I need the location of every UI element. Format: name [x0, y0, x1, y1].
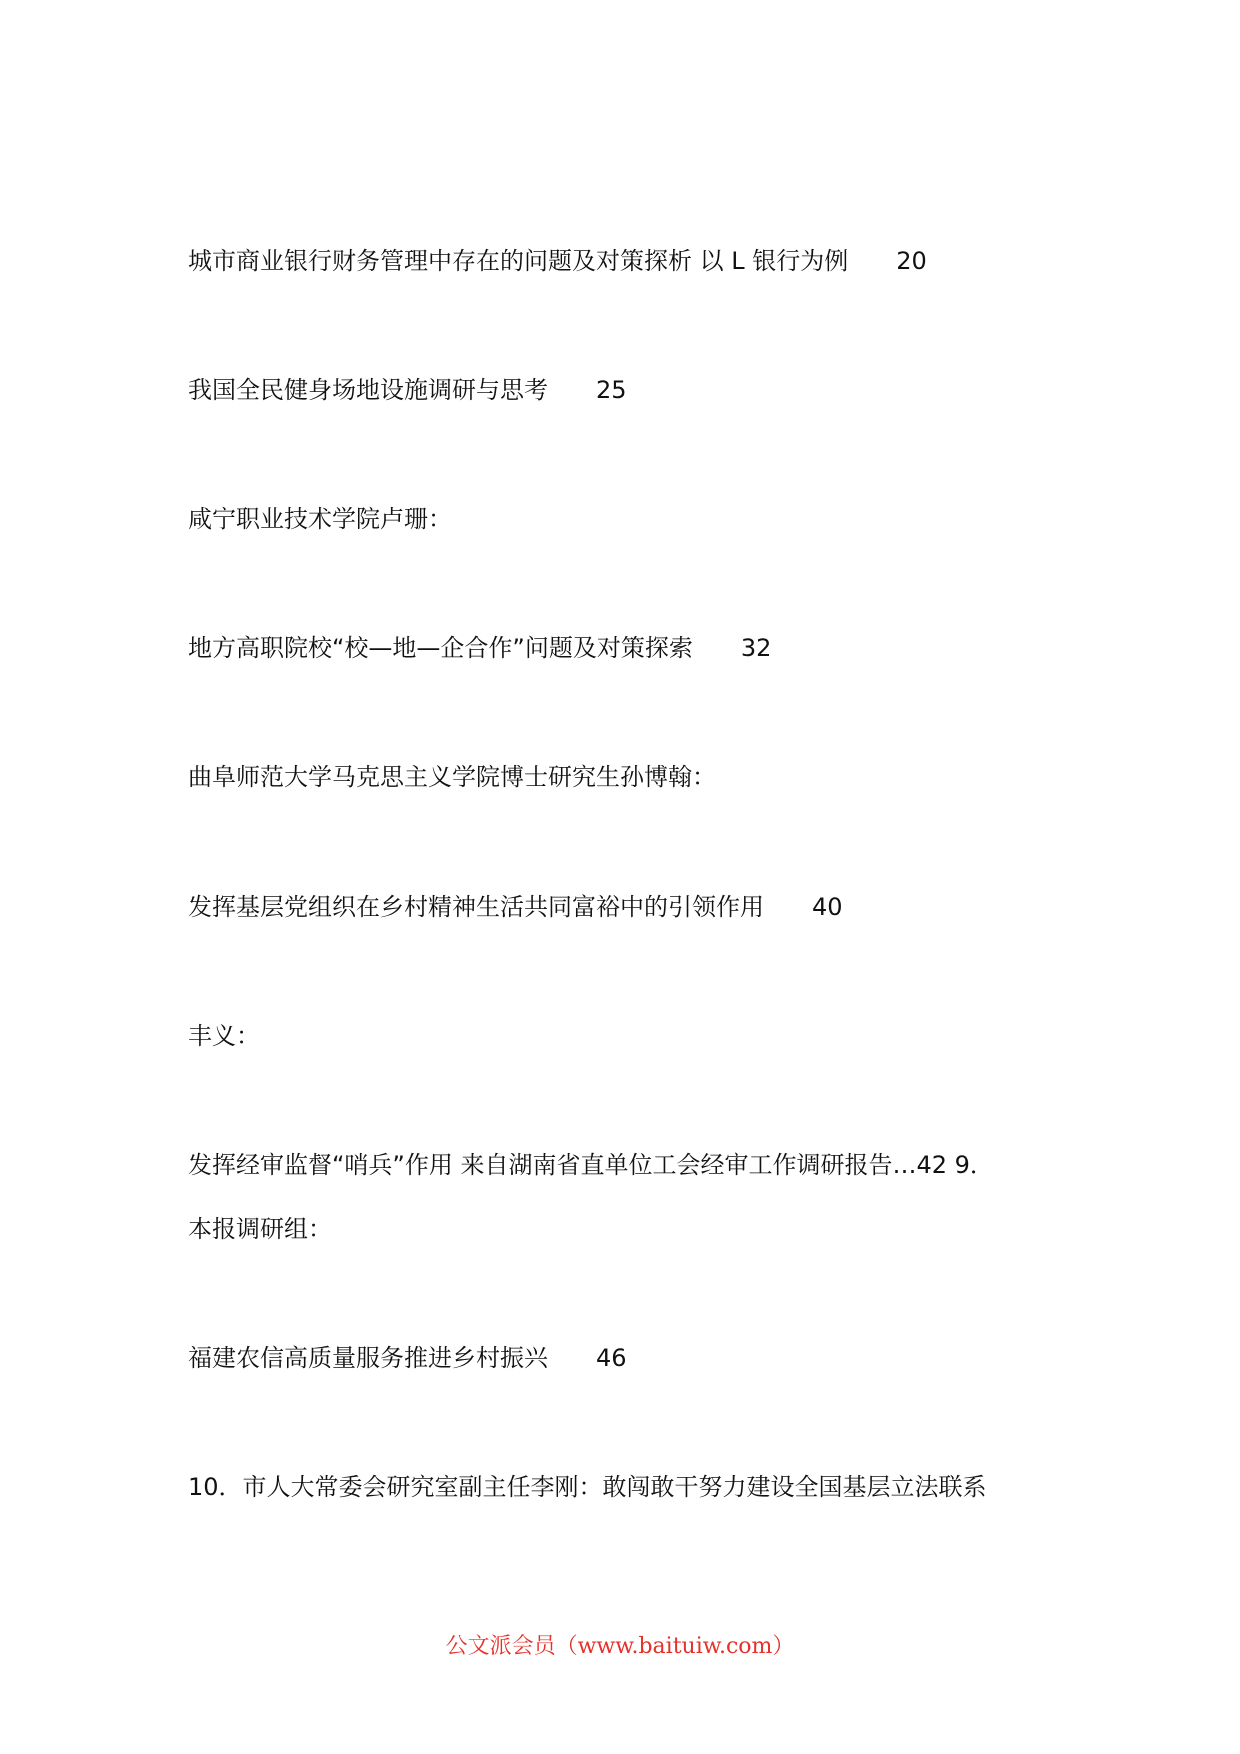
toc-entry-page: 20 [896, 247, 927, 275]
toc-author [188, 761, 716, 793]
toc-entry [188, 374, 627, 406]
toc-entry [188, 891, 843, 923]
toc-entry-title: 发挥经审监督“哨兵”作用 来自湖南省直单位工会经审工作调研报告…42 9． [188, 1151, 994, 1179]
toc-author-text: 咸宁职业技术学院卢珊： [188, 505, 452, 533]
toc-entry [188, 1471, 987, 1503]
toc-entry [188, 245, 927, 277]
toc-entry-title: 地方高职院校“校—地—企合作”问题及对策探索 [188, 634, 693, 662]
footer-url: www.baituiw.com [577, 1634, 773, 1659]
footer-close: ） [772, 1634, 795, 1659]
toc-entry-title: 福建农信高质量服务推进乡村振兴 [188, 1344, 548, 1372]
toc-author-text: 曲阜师范大学马克思主义学院博士研究生孙博翰： [188, 763, 716, 791]
toc-author [188, 503, 452, 535]
toc-entry-title: 城市商业银行财务管理中存在的问题及对策探析 以 L 银行为例 [188, 247, 849, 275]
toc-entry-page: 25 [596, 376, 627, 404]
toc-entry [188, 632, 771, 664]
toc-author [188, 1213, 332, 1245]
toc-entry [188, 1149, 994, 1181]
toc-entry-title: 发挥基层党组织在乡村精神生活共同富裕中的引领作用 [188, 893, 764, 921]
toc-author-text: 丰义： [188, 1022, 260, 1050]
watermark-footer [0, 1632, 1240, 1662]
toc-entry-page: 40 [812, 893, 843, 921]
toc-author-text: 本报调研组： [188, 1215, 332, 1243]
footer-brand: 公文派会员（ [445, 1634, 578, 1659]
toc-entry-title: 我国全民健身场地设施调研与思考 [188, 376, 548, 404]
toc-entry-page: 32 [740, 634, 772, 662]
toc-author [188, 1020, 260, 1052]
toc-entry-title: 10．市人大常委会研究室副主任李刚：敢闯敢干努力建设全国基层立法联系 [188, 1473, 987, 1501]
toc-entry-page: 46 [596, 1344, 627, 1372]
toc-entry [188, 1342, 627, 1374]
